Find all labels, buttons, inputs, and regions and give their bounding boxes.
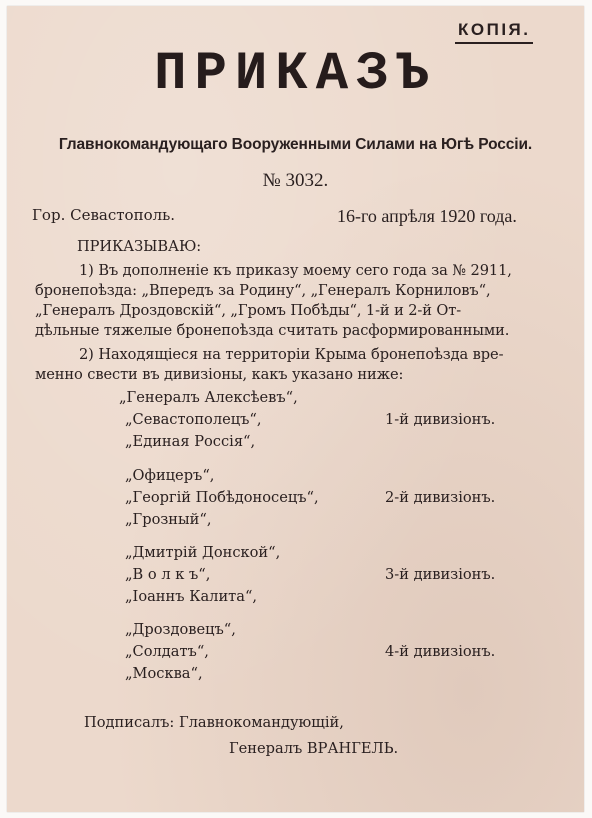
train-name: „Дроздовецъ“,	[125, 621, 236, 638]
train-name: „Георгій Побѣдоносецъ“,	[125, 489, 319, 506]
signature-line: Подписалъ: Главнокомандующій,	[84, 714, 344, 731]
order-number: № 3032.	[262, 170, 329, 191]
train-name: „Офицеръ“,	[125, 467, 215, 484]
document-title: ПРИКАЗЪ	[154, 44, 437, 105]
train-name: „Іоаннъ Калита“,	[125, 588, 258, 605]
place: Гор. Севастополь.	[32, 206, 176, 224]
division-label: 2-й дивизіонъ.	[385, 489, 496, 506]
train-name: „В о л к ъ“,	[125, 566, 211, 583]
train-name: „Дмитрій Донской“,	[125, 544, 281, 561]
document-sheet	[7, 6, 584, 812]
train-name: „Грозный“,	[125, 511, 212, 528]
copy-stamp: КОПІЯ.	[455, 20, 533, 44]
train-name: „Москва“,	[125, 665, 203, 682]
date: 16-го апрѣля 1920 года.	[337, 206, 517, 226]
para1-line: дѣльные тяжелые бронепоѣзда считать расформированными.	[35, 322, 510, 339]
train-name: „Единая Россія“,	[125, 433, 256, 450]
order-word: ПРИКАЗЫВАЮ:	[77, 238, 202, 255]
para2-line: 2) Находящіеся на территоріи Крыма бронепоѣзда вре-	[79, 346, 504, 363]
para1-line: бронепоѣзда: „Впередъ за Родину“, „Генералъ Корниловъ“,	[35, 282, 491, 299]
para1-line: „Генералъ Дроздовскій“, „Громъ Побѣды“, 1-й и 2-й От-	[35, 302, 462, 319]
division-label: 3-й дивизіонъ.	[385, 566, 496, 583]
division-label: 4-й дивизіонъ.	[385, 643, 496, 660]
para1-line: 1) Въ дополненіе къ приказу моему сего года за № 2911,	[79, 262, 512, 279]
train-name: „Солдатъ“,	[125, 643, 209, 660]
train-name: „Севастополецъ“,	[125, 411, 262, 428]
signature-name: Генералъ ВРАНГЕЛЬ.	[229, 740, 399, 757]
document-subtitle: Главнокомандующаго Вооруженными Силами на Югѣ Россіи.	[58, 136, 533, 153]
train-name: „Генералъ Алексѣевъ“,	[119, 389, 298, 406]
division-label: 1-й дивизіонъ.	[385, 411, 496, 428]
para2-line: менно свести въ дивизіоны, какъ указано ниже:	[35, 366, 404, 383]
